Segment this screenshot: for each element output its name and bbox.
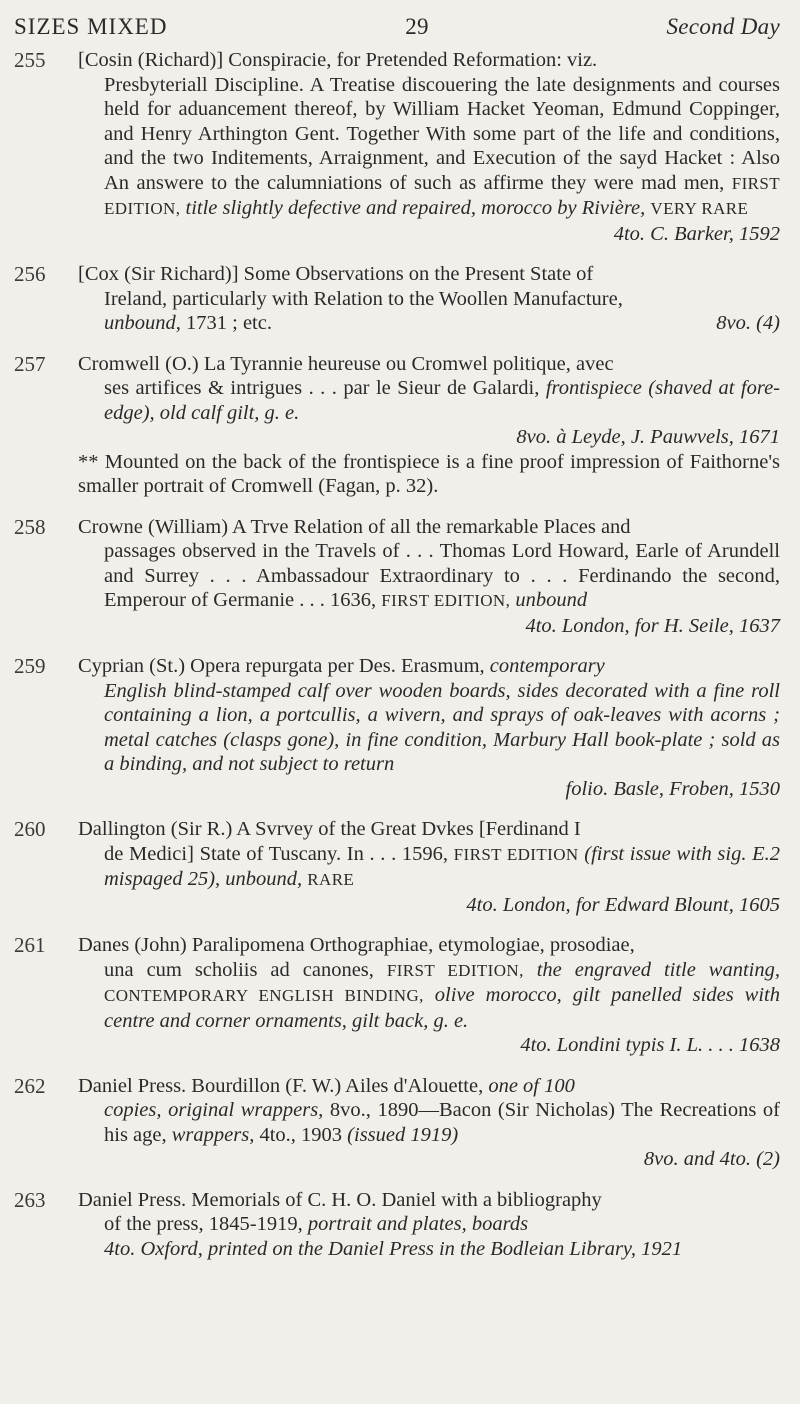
lot-entry xyxy=(14,1188,780,1262)
limitation-note: one of 100 xyxy=(488,1074,575,1097)
lot-imprint: 8vo. (4) xyxy=(716,312,780,334)
condition-note: unbound xyxy=(515,589,588,611)
lot-entry xyxy=(14,352,780,499)
lot-footnote: ** Mounted on the back of the frontispiece is a fine proof impression of Faithorne's smaller portrait of Cromwell (Fagan, p. 32). xyxy=(78,450,780,497)
issue-note: (issued 1919) xyxy=(347,1123,459,1146)
lot-heading: Daniel Press. Memorials of C. H. O. Daniel with a bibliography xyxy=(78,1188,602,1211)
lot-entry xyxy=(14,817,780,917)
lot-imprint: 4to. London, for Edward Blount, 1605 xyxy=(466,893,780,916)
lot-number: 260 xyxy=(14,817,46,841)
lot-number: 263 xyxy=(14,1187,46,1212)
condition-note: English blind-stamped calf over wooden boards, sides decorated with a fine roll containing a lion, a portcullis, a wivern, and sprays of oak-leaves with acorns ; metal catches (clasps gone), in fine condition, Marbury Hall book-plate ; sold as a binding, and not subject to return xyxy=(104,679,780,775)
lot-details xyxy=(78,287,780,336)
condition-note: the engraved title wanting, xyxy=(536,958,780,981)
lot-details xyxy=(78,539,780,638)
lot-heading: [Cox (Sir Richard)] Some Observations on the Present State of xyxy=(78,263,594,285)
lot-imprint: 4to. C. Barker, 1592 xyxy=(613,222,780,245)
lot-entry xyxy=(14,515,780,639)
condition-note: copies, original wrappers, xyxy=(104,1099,324,1121)
edition-note: FIRST EDITION, xyxy=(381,591,511,610)
lot-text: Ireland, particularly with Relation to the Woollen Manufacture, xyxy=(104,287,623,310)
lot-imprint: 8vo. à Leyde, J. Pauwvels, 1671 xyxy=(516,426,780,448)
condition-note: (first issue with sig. E.2 mispaged 25), unbound, xyxy=(104,842,781,890)
lot-entry xyxy=(14,933,780,1058)
lot-description xyxy=(78,933,780,1058)
lot-heading: Dallington (Sir R.) A Svrvey of the Great Dvkes [Ferdinand I xyxy=(78,818,581,840)
lot-heading: Cromwell (O.) La Tyrannie heureuse ou Cromwel politique, avec xyxy=(78,352,614,375)
lot-number: 258 xyxy=(14,514,46,539)
lot-details xyxy=(78,1098,780,1172)
rarity-note: RARE xyxy=(307,870,355,889)
binding-date-note: contemporary xyxy=(489,655,605,677)
lot-details xyxy=(78,958,780,1058)
lot-details xyxy=(78,842,780,918)
lot-description xyxy=(78,817,780,917)
lot-number: 262 xyxy=(14,1073,46,1098)
rarity-note: VERY RARE xyxy=(650,199,749,218)
lot-description xyxy=(78,352,780,499)
edition-note: FIRST EDITION, xyxy=(104,173,781,218)
condition-note: title slightly defective and repaired, morocco by Rivière, xyxy=(185,197,646,219)
lot-heading: [Cosin (Richard)] Conspiracie, for Pretended Reformation: viz. xyxy=(78,49,598,71)
lot-imprint: 8vo. and 4to. (2) xyxy=(643,1148,780,1170)
lot-description xyxy=(78,515,780,639)
lot-description xyxy=(78,1074,780,1172)
edition-note: FIRST EDITION, xyxy=(386,960,524,980)
lot-text-extra: 1731 ; etc. xyxy=(186,312,272,334)
lot-text: una cum scholiis ad canones, xyxy=(104,958,374,981)
lot-entry xyxy=(14,654,780,801)
lot-number: 259 xyxy=(14,654,46,678)
lot-details xyxy=(78,1212,780,1261)
lot-details xyxy=(78,73,780,247)
lot-description xyxy=(78,262,780,336)
lot-number: 256 xyxy=(14,262,46,286)
lot-text: of the press, 1845-1919, xyxy=(104,1213,303,1235)
lot-text-extra: 4to., 1903 xyxy=(259,1123,343,1146)
lot-entry xyxy=(14,262,780,336)
lot-entry xyxy=(14,48,780,246)
lot-text: Presbyteriall Discipline. A Treatise discouering the late designments and courses held for aduancement thereof, by William Hacket Yeoman, Edmund Coppinger, and Henry Arthington Gent. Together With some part of the life and conditions, and the two Inditements, Arraignment, and Execution of the sayd Hacket : Also An answere to the calumniations of such as affirme they were mad men, xyxy=(104,73,780,194)
lot-heading: Danes (John) Paralipomena Orthographiae, etymologiae, prosodiae, xyxy=(78,934,635,956)
page-number: 29 xyxy=(405,14,429,39)
condition-note: unbound, xyxy=(104,312,181,334)
catalogue-entries xyxy=(14,48,780,1261)
lot-text: ses artifices & intrigues . . . par le Sieur de Galardi, xyxy=(104,377,540,399)
lot-text: de Medici] State of Tuscany. In . . . 1596, xyxy=(104,842,448,865)
lot-heading-wrap xyxy=(78,654,780,679)
lot-number: 255 xyxy=(14,48,46,72)
lot-imprint: folio. Basle, Froben, 1530 xyxy=(565,777,780,800)
lot-heading-wrap xyxy=(78,1074,780,1099)
section-title: SIZES MIXED xyxy=(14,14,168,39)
lot-description xyxy=(78,1188,780,1262)
lot-number: 261 xyxy=(14,933,46,957)
lot-details xyxy=(78,376,780,450)
lot-text: passages observed in the Travels of . . . Thomas Lord Howard, Earle of Arundell and Surrey . . . Ambassadour Extraordinary to . . . Ferdinando the second, Emperour of Germanie . . . 1636, xyxy=(104,540,780,611)
lot-imprint: 4to. London, for H. Seile, 1637 xyxy=(525,614,780,637)
condition-note: frontispiece (shaved at fore-edge), old calf gilt, g. e. xyxy=(104,377,781,424)
lot-imprint: 4to. Oxford, printed on the Daniel Press in the Bodleian Library, 1921 xyxy=(104,1237,683,1260)
lot-imprint: 4to. Londini typis I. L. . . . 1638 xyxy=(520,1034,780,1056)
binding-note: CONTEMPORARY ENGLISH BINDING, xyxy=(104,986,424,1005)
lot-heading: Cyprian (St.) Opera repurgata per Des. Erasmum, xyxy=(78,655,485,677)
lot-description xyxy=(78,654,780,801)
lot-description xyxy=(78,48,780,246)
edition-note: FIRST EDITION xyxy=(453,844,579,864)
lot-heading: Daniel Press. Bourdillon (F. W.) Ailes d'Alouette, xyxy=(78,1074,484,1097)
lot-text: 8vo., 1890—Bacon (Sir Nicholas) The Recreations of his age, xyxy=(104,1099,780,1146)
lot-details xyxy=(78,679,780,802)
lot-entry xyxy=(14,1074,780,1172)
condition-note: portrait and plates, boards xyxy=(307,1213,529,1235)
binding-description: olive morocco, gilt panelled sides with centre and corner ornaments, gilt back, g. e. xyxy=(104,984,780,1032)
lot-heading: Crowne (William) A Trve Relation of all the remarkable Places and xyxy=(78,515,631,538)
condition-note-2: wrappers, xyxy=(171,1123,255,1146)
sale-day: Second Day xyxy=(666,14,780,39)
page-header xyxy=(14,14,780,40)
lot-number: 257 xyxy=(14,351,46,376)
